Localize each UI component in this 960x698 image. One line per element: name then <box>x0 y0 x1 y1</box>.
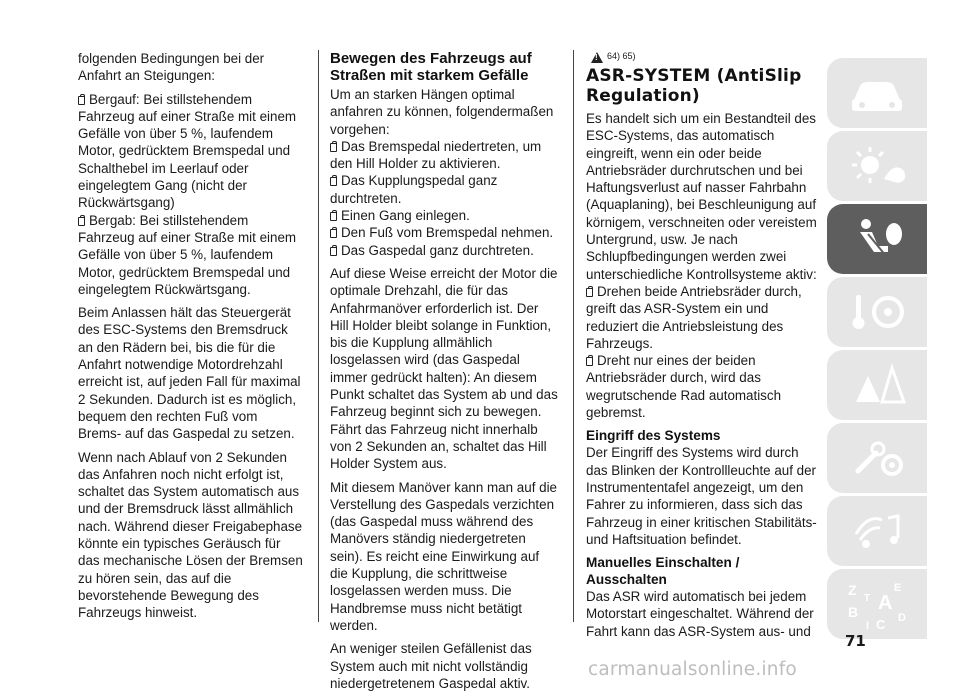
paragraph: Mit diesem Manöver kann man auf die Verstellung des Gaspedals verzichten (das Gaspedal muss während des Manövers ständig niedergetreten sein). Es reicht eine Einwirkung auf die Kupplung, die schrittweise losgelassen werden muss. Die Handbremse muss nicht betätigt werden. <box>330 479 558 633</box>
index-letter: I <box>866 620 870 631</box>
index-letter: Z <box>848 582 857 598</box>
bullet-box-icon <box>330 143 337 152</box>
bullet-box-icon <box>330 212 337 221</box>
column-divider-left <box>318 50 319 622</box>
bullet-item: Bergab: Bei stillstehendem Fahrzeug auf einer Straße mit einem Gefälle von über 5 %, laufendem Motor, gedrücktem Bremspedal und eingelegtem Rückwärtsgang. <box>78 212 297 297</box>
bullet-item: Das Bremspedal niedertreten, um den Hill Holder zu aktivieren. <box>330 138 542 172</box>
warning-triangle-icon <box>591 52 603 63</box>
radio-music-icon <box>842 504 912 558</box>
paragraph: Der Eingriff des Systems wird durch das Blinken der Kontrollleuchte auf der Instrumententafel angezeigt, um den Fahrer zu informieren, dass sich das Fahrzeug in einer kritischen Stabilitäts- und Haftsituation befindet. <box>586 445 817 547</box>
section-heading: Bewegen des Fahrzeugs auf Straßen mit starkem Gefälle <box>330 50 532 84</box>
key-steering-icon <box>842 285 912 339</box>
tab-starting[interactable] <box>827 277 927 347</box>
tab-maintenance[interactable] <box>827 423 927 493</box>
subheading: Manuelles Einschalten / Ausschalten <box>586 555 740 588</box>
index-letters-icon <box>842 577 912 631</box>
tab-lights[interactable] <box>827 131 927 201</box>
bullet-item: Den Fuß vom Bremspedal nehmen. <box>330 224 558 241</box>
bullet-item: Das Kupplungspedal ganz durchtreten. <box>330 173 498 206</box>
bullet-box-icon <box>330 177 337 186</box>
bullet-box-icon <box>330 229 337 238</box>
column-1 <box>78 50 304 628</box>
bullet-item: Dreht nur eines der beiden Antriebsräder durch, wird das wegrutschende Rad automatisch gebremst. <box>586 353 782 421</box>
paragraph: Das ASR wird automatisch bei jedem Motorstart eingeschaltet. Während der Fahrt kann das ASR-System aus- und <box>586 589 814 639</box>
section-title: ASR-SYSTEM (AntiSlip Regulation) <box>586 66 802 106</box>
column-divider-right <box>573 50 574 622</box>
paragraph: Es handelt sich um ein Bestandteil des ESC-Systems, das automatisch eingreift, wenn ein oder beide Antriebsräder durchrutschen und bei Haftungsverlust auf nasser Fahrbahn (Aquaplaning), bei Beschleunigung auf körnigem, verschneiten oder vereistem Untergrund, usw. Je nach Schlupfbedingungen werden zwei unterschiedliche Kontrollsysteme aktiv: <box>586 111 817 282</box>
bullet-box-icon <box>586 288 593 297</box>
bullet-item: Bergauf: Bei stillstehendem Fahrzeug auf einer Straße mit einem Gefälle von über 5 %, laufendem Motor, gedrücktem Bremspedal und Schalthebel im Leerlauf oder eingelegtem Gang (nicht der Rückwärtsgang) <box>78 91 297 211</box>
tab-safety[interactable] <box>827 204 927 274</box>
column-2 <box>330 50 558 698</box>
bullet-box-icon <box>586 357 593 366</box>
bullet-box-icon <box>330 247 337 256</box>
paragraph: folgenden Bedingungen bei der Anfahrt an Steigungen: <box>78 51 265 84</box>
index-letter: C <box>876 617 886 631</box>
bullet-item: Das Gaspedal ganz durchtreten. <box>330 242 558 259</box>
warning-road-icon <box>842 358 912 412</box>
bullet-box-icon <box>78 217 85 226</box>
chapter-sidebar <box>827 58 927 642</box>
paragraph: Um an starken Hängen optimal anfahren zu können, folgendermaßen vorgehen: <box>330 87 554 137</box>
bullet-item: Einen Gang einlegen. <box>330 207 558 224</box>
index-letter: A <box>878 592 893 614</box>
warning-reference: ! 64) 65) <box>591 50 818 64</box>
paragraph: An weniger steilen Gefällenist das System auch mit nicht vollständig niedergetretenem Gaspedal aktiv. <box>330 641 532 691</box>
wrench-gear-icon <box>842 431 912 485</box>
paragraph: Auf diese Weise erreicht der Motor die optimale Drehzahl, die für das Anfahrmanöver erforderlich ist. Der Hill Holder bleibt solange in Funktion, bis die Kupplung allmählich losgelassen wird (das Gaspedal immer gedrückt halten): An diesem Punkt schaltet das System ab und das Fahrzeug beginnt sich zu bewegen. Fährt das Fahrzeug nicht innerhalb von 2 Sekunden an, schaltet das Hill Holder System aus. <box>330 265 558 472</box>
subheading: Eingriff des Systems <box>586 428 721 444</box>
tab-index[interactable] <box>827 569 927 639</box>
column-3 <box>586 50 818 646</box>
tab-emergency[interactable] <box>827 350 927 420</box>
bullet-item: Drehen beide Antriebsräder durch, greift das ASR-System ein und reduziert die Antriebsleistung des Fahrzeugs. <box>586 283 802 351</box>
tab-dashboard[interactable] <box>827 58 927 128</box>
seat-airbag-icon <box>842 212 912 266</box>
index-letter: B <box>848 604 859 620</box>
bullet-box-icon <box>78 96 85 105</box>
index-letter: E <box>894 582 902 594</box>
watermark: carmanualsonline.info <box>588 659 797 680</box>
sun-lights-icon <box>842 139 912 193</box>
index-letter: T <box>864 593 871 604</box>
page-number: 71 <box>845 632 866 650</box>
tab-multimedia[interactable] <box>827 496 927 566</box>
car-dashboard-icon <box>842 66 912 120</box>
index-letter: D <box>898 612 906 624</box>
paragraph: Wenn nach Ablauf von 2 Sekunden das Anfahren noch nicht erfolgt ist, schaltet das System automatisch aus und der Bremsdruck lässt allmählich nach. Während dieser Freigabephase könnte ein typisches Geräusch für das mechanische Lösen der Bremsen zu hören sein, das auf die bevorstehende Bewegung des Fahrzeugs hinweist. <box>78 449 303 621</box>
paragraph: Beim Anlassen hält das Steuergerät des ESC-Systems den Bremsdruck an den Rädern bei, bis die für die Anfahrt notwendige Motordrehzahl erreicht ist, auf jeden Fall für maximal 2 Sekunden. Dadurch ist es möglich, bequem den rechten Fuß vom Brems- auf das Gaspedal zu setzen. <box>78 305 301 442</box>
